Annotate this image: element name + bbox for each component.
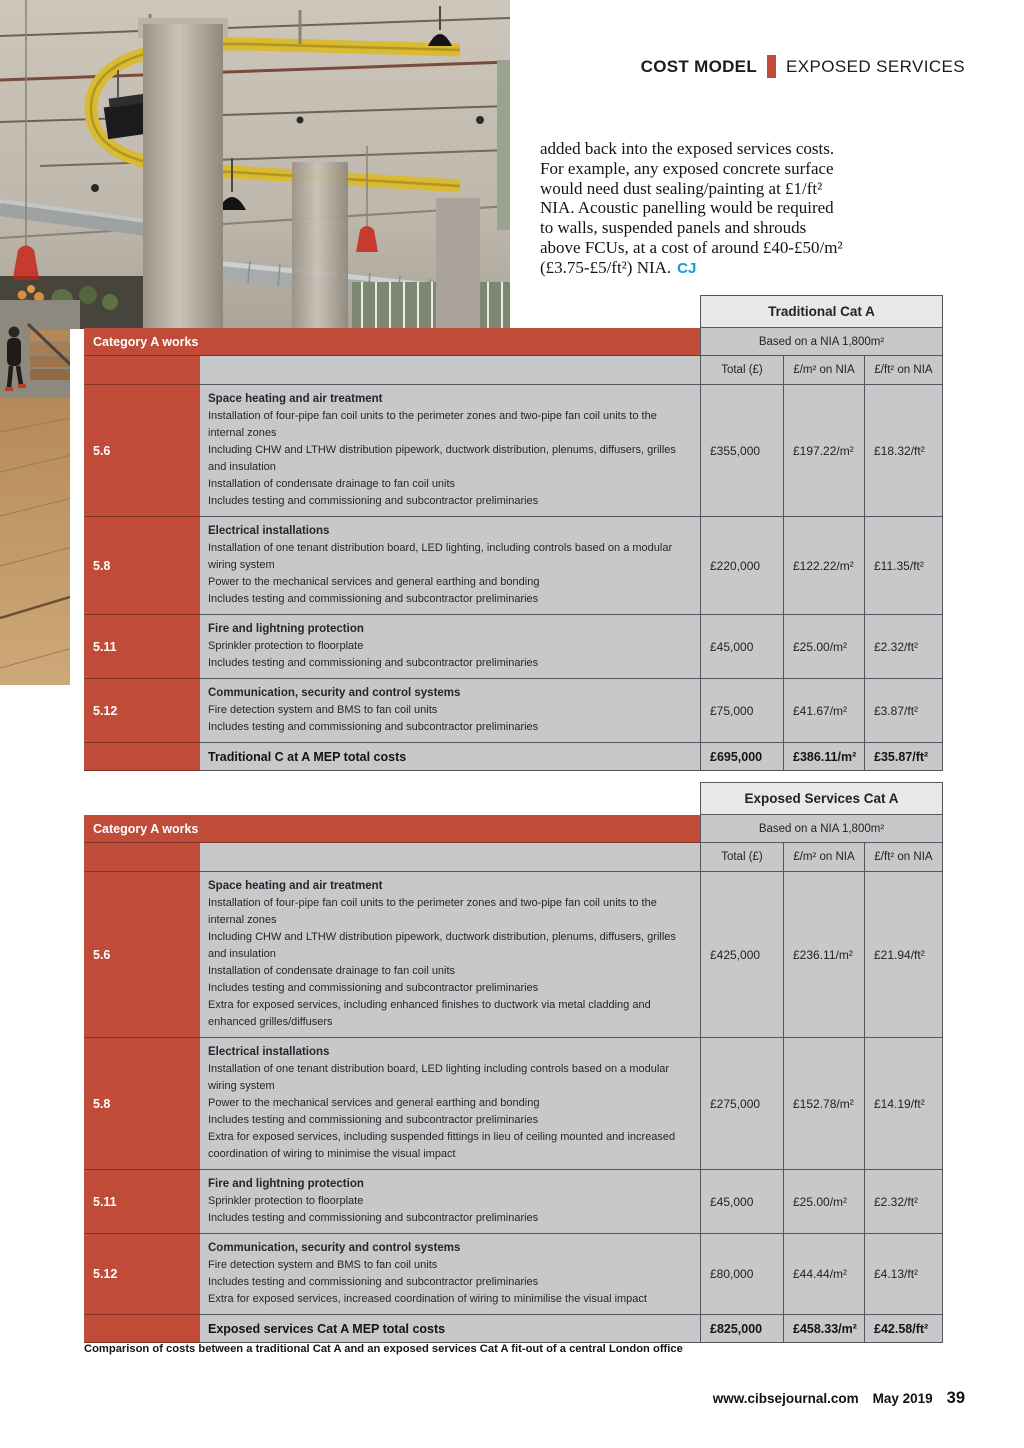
row-ref: 5.6: [84, 872, 200, 1038]
total-row-total: £825,000: [700, 1315, 783, 1343]
row-description-line: Extra for exposed services, increased coordination of wiring to minimilise the visual impact: [208, 1293, 647, 1305]
row-description-line: Extra for exposed services, including suspended fittings in lieu of ceiling mounted and increased coordination of wiring to minimise the visual impact: [208, 1131, 676, 1160]
column-header-ref-cell: [84, 843, 200, 872]
row-description: [200, 1170, 700, 1234]
row-description: [200, 615, 700, 679]
row-description-line: Including CHW and LTHW distribution pipework, ductwork distribution, plenums, diffusers, grilles and insulation: [208, 444, 676, 473]
total-row-per-ft2: £42.58/ft²: [864, 1315, 943, 1343]
row-description-line: Includes testing and commissioning and subcontractor preliminaries: [208, 1114, 539, 1126]
row-per-ft2: £21.94/ft²: [864, 872, 943, 1038]
row-per-ft2: £4.13/ft²: [864, 1234, 943, 1315]
intro-line: (£3.75-£5/ft²) NIA. CJ: [540, 257, 697, 277]
row-description-line: Extra for exposed services, including enhanced finishes to ductwork via metal cladding and enhanced grilles/diffusers: [208, 999, 651, 1028]
column-header-0: Total (£): [700, 356, 783, 385]
row-description-line: Sprinkler protection to floorplate: [208, 1195, 364, 1207]
nia-basis-label: Based on a NIA 1,800m²: [700, 815, 943, 843]
intro-line: added back into the exposed services costs.: [540, 139, 835, 158]
row-title: Fire and lightning protection: [208, 1178, 364, 1190]
page-footer: [713, 1389, 965, 1408]
row-description-line: Sprinkler protection to floorplate: [208, 640, 364, 652]
row-ref: 5.6: [84, 385, 200, 517]
row-description-line: Installation of condensate drainage to fan coil units: [208, 478, 456, 490]
total-row-per-m2: £386.11/m²: [783, 743, 864, 771]
exposed-services-cat-a-table: [84, 782, 943, 1343]
header-red-divider: [767, 55, 776, 78]
intro-line: to walls, suspended panels and shrouds: [540, 218, 807, 238]
row-description: [200, 872, 700, 1038]
row-title: Electrical installations: [208, 1046, 330, 1058]
row-description-line: Installation of condensate drainage to fan coil units: [208, 965, 456, 977]
row-total: £80,000: [700, 1234, 783, 1315]
table-caption: Comparison of costs between a traditional Cat A and an exposed services Cat A fit-out of a central London office: [84, 1343, 683, 1355]
row-title: Fire and lightning protection: [208, 623, 364, 635]
row-description-line: Fire detection system and BMS to fan coil units: [208, 704, 438, 716]
table-title: Exposed Services Cat A: [700, 782, 943, 815]
row-title: Communication, security and control systems: [208, 687, 461, 699]
category-works-label: Category A works: [84, 815, 700, 843]
row-description: [200, 1038, 700, 1170]
row-per-ft2: £14.19/ft²: [864, 1038, 943, 1170]
row-description: [200, 385, 700, 517]
row-description-line: Includes testing and commissioning and subcontractor preliminaries: [208, 495, 539, 507]
row-per-ft2: £11.35/ft²: [864, 517, 943, 615]
table-title: Traditional Cat A: [700, 295, 943, 328]
row-description-line: Installation of four-pipe fan coil units to the perimeter zones and two-pipe fan coil units to the internal zones: [208, 897, 657, 926]
row-description-line: Power to the mechanical services and general earthing and bonding: [208, 576, 540, 588]
row-per-m2: £25.00/m²: [783, 615, 864, 679]
row-description-line: Installation of one tenant distribution board, LED lighting, including controls based on a modular wiring system: [208, 542, 673, 571]
table-title-spacer: [84, 782, 700, 815]
row-description-line: Includes testing and commissioning and subcontractor preliminaries: [208, 593, 539, 605]
footer-issue-date: May 2019: [872, 1391, 933, 1406]
intro-paragraph: [540, 139, 850, 279]
row-per-m2: £236.11/m²: [783, 872, 864, 1038]
row-total: £220,000: [700, 517, 783, 615]
row-per-ft2: £18.32/ft²: [864, 385, 943, 517]
row-per-ft2: £2.32/ft²: [864, 615, 943, 679]
row-description-line: Including CHW and LTHW distribution pipework, ductwork distribution, plenums, diffusers, grilles and insulation: [208, 931, 676, 960]
row-ref: 5.12: [84, 1234, 200, 1315]
header-section-title: EXPOSED SERVICES: [786, 56, 965, 76]
row-per-m2: £197.22/m²: [783, 385, 864, 517]
row-ref: 5.8: [84, 517, 200, 615]
row-total: £275,000: [700, 1038, 783, 1170]
column-header-2: £/ft² on NIA: [864, 356, 943, 385]
column-header-ref-cell: [84, 356, 200, 385]
row-total: £425,000: [700, 872, 783, 1038]
row-description-line: Installation of one tenant distribution board, LED lighting including controls based on a modular wiring system: [208, 1063, 670, 1092]
row-total: £75,000: [700, 679, 783, 743]
total-row-per-m2: £458.33/m²: [783, 1315, 864, 1343]
row-title: Space heating and air treatment: [208, 393, 383, 405]
row-total: £45,000: [700, 615, 783, 679]
row-description: [200, 679, 700, 743]
row-ref: 5.8: [84, 1038, 200, 1170]
column-header-description-cell: [200, 356, 700, 385]
total-row-label: Exposed services Cat A MEP total costs: [200, 1315, 700, 1343]
row-description: [200, 517, 700, 615]
row-per-ft2: £2.32/ft²: [864, 1170, 943, 1234]
total-row-total: £695,000: [700, 743, 783, 771]
column-header-1: £/m² on NIA: [783, 843, 864, 872]
row-per-m2: £44.44/m²: [783, 1234, 864, 1315]
intro-line: NIA. Acoustic panelling would be required: [540, 198, 834, 218]
column-header-1: £/m² on NIA: [783, 356, 864, 385]
row-description-line: Installation of four-pipe fan coil units to the perimeter zones and two-pipe fan coil units to the internal zones: [208, 410, 657, 439]
header-kicker: COST MODEL: [640, 56, 758, 76]
traditional-cat-a-table: [84, 295, 943, 771]
row-per-m2: £152.78/m²: [783, 1038, 864, 1170]
row-description-line: Includes testing and commissioning and subcontractor preliminaries: [208, 721, 539, 733]
intro-line: above FCUs, at a cost of around £40-£50/m²: [540, 237, 843, 257]
row-description-line: Power to the mechanical services and general earthing and bonding: [208, 1097, 540, 1109]
row-total: £355,000: [700, 385, 783, 517]
total-row-per-ft2: £35.87/ft²: [864, 743, 943, 771]
total-row-ref-cell: [84, 1315, 200, 1343]
row-ref: 5.12: [84, 679, 200, 743]
row-title: Space heating and air treatment: [208, 880, 383, 892]
column-header-description-cell: [200, 843, 700, 872]
intro-line: For example, any exposed concrete surface: [540, 158, 834, 178]
row-per-ft2: £3.87/ft²: [864, 679, 943, 743]
row-description-line: Fire detection system and BMS to fan coil units: [208, 1259, 438, 1271]
row-description-line: Includes testing and commissioning and subcontractor preliminaries: [208, 1212, 539, 1224]
row-ref: 5.11: [84, 615, 200, 679]
row-description-line: Includes testing and commissioning and subcontractor preliminaries: [208, 657, 539, 669]
row-total: £45,000: [700, 1170, 783, 1234]
footer-website: www.cibsejournal.com: [712, 1391, 859, 1406]
row-description-line: Includes testing and commissioning and subcontractor preliminaries: [208, 982, 539, 994]
row-title: Communication, security and control systems: [208, 1242, 461, 1254]
cj-sign-off: CJ: [677, 259, 697, 277]
column-header-0: Total (£): [700, 843, 783, 872]
footer-page-number: 39: [946, 1389, 965, 1407]
total-row-label: Traditional C at A MEP total costs: [200, 743, 700, 771]
page-header: [641, 55, 965, 78]
column-header-2: £/ft² on NIA: [864, 843, 943, 872]
row-per-m2: £122.22/m²: [783, 517, 864, 615]
row-title: Electrical installations: [208, 525, 330, 537]
row-ref: 5.11: [84, 1170, 200, 1234]
total-row-ref-cell: [84, 743, 200, 771]
row-description: [200, 1234, 700, 1315]
row-per-m2: £41.67/m²: [783, 679, 864, 743]
table-title-spacer: [84, 295, 700, 328]
nia-basis-label: Based on a NIA 1,800m²: [700, 328, 943, 356]
category-works-label: Category A works: [84, 328, 700, 356]
row-per-m2: £25.00/m²: [783, 1170, 864, 1234]
row-description-line: Includes testing and commissioning and subcontractor preliminaries: [208, 1276, 539, 1288]
intro-line: would need dust sealing/painting at £1/ft²: [540, 178, 823, 198]
